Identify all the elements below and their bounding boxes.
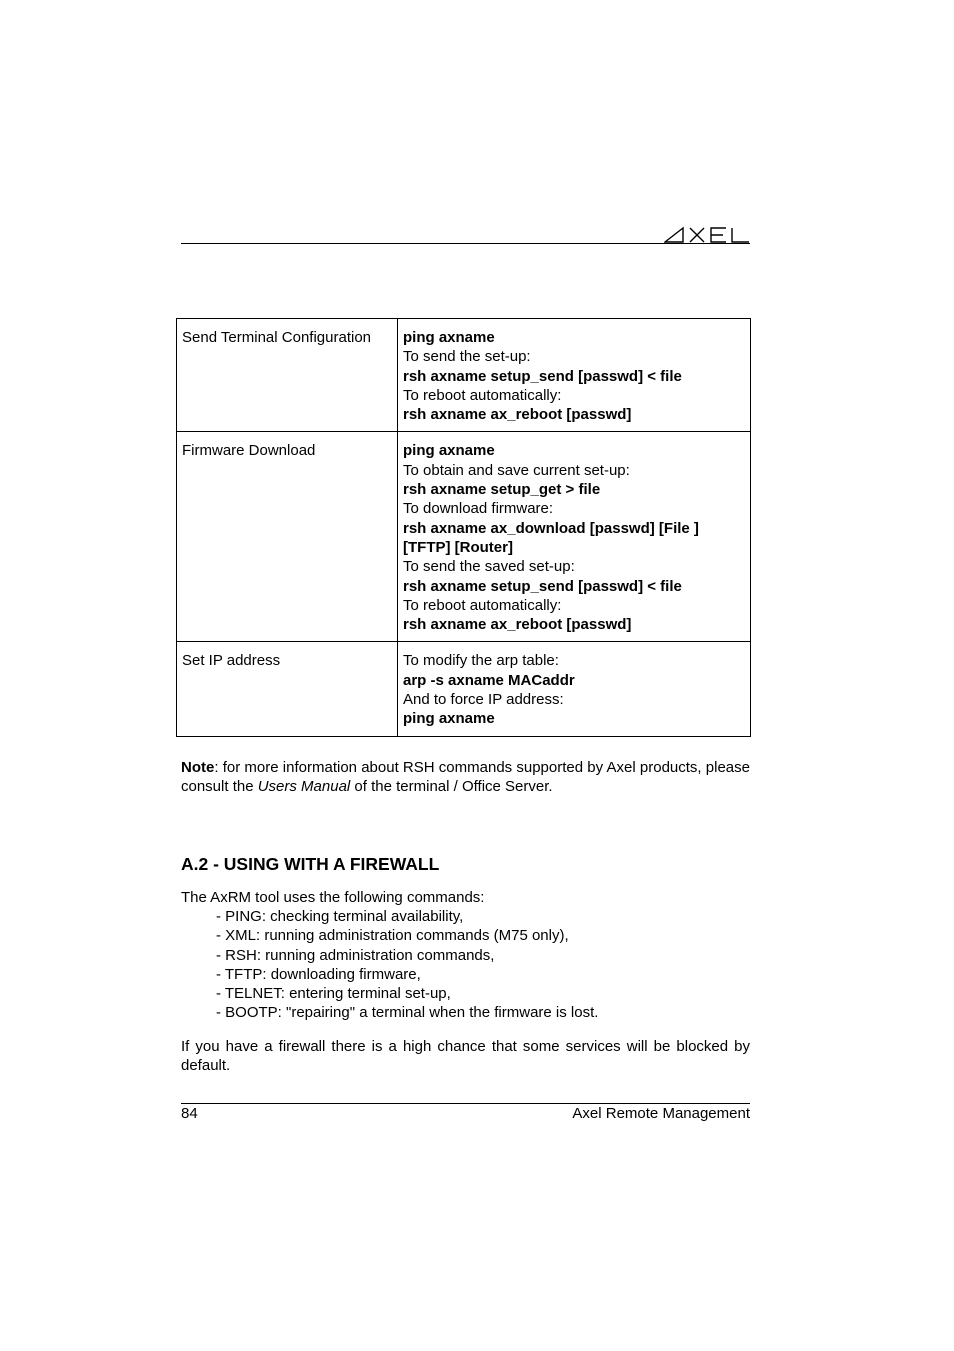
note-italic: Users Manual	[257, 778, 351, 796]
section-intro: The AxRM tool uses the following commands:	[181, 889, 485, 906]
command-line: rsh axname ax_reboot [passwd]	[403, 616, 632, 634]
list-item: - BOOTP: "repairing" a terminal when the firmware is lost.	[216, 1004, 599, 1022]
command-line: rsh axname ax_reboot [passwd]	[403, 406, 632, 424]
description-line: To reboot automatically:	[403, 596, 562, 614]
command-table	[176, 318, 751, 737]
table-cell-feature: Firmware Download	[177, 432, 398, 642]
axel-logo	[664, 226, 750, 244]
table-cell-commands	[398, 432, 751, 642]
note-paragraph	[181, 758, 750, 797]
command-line: rsh axname setup_get > file	[403, 481, 601, 499]
list-item: - XML: running administration commands (M75 only),	[216, 927, 569, 945]
description-line: To modify the arp table:	[403, 652, 559, 670]
description-line: To send the saved set-up:	[403, 558, 575, 576]
command-line: ping axname	[403, 329, 495, 346]
list-item: - PING: checking terminal availability,	[216, 908, 464, 925]
command-line: ping axname	[403, 442, 495, 460]
description-line: To download firmware:	[403, 500, 554, 518]
note-text-before: : for more information about RSH commands supported by Axel products, please consult the	[181, 759, 750, 796]
command-line: [TFTP] [Router]	[403, 538, 513, 556]
description-line: To send the set-up:	[403, 348, 531, 366]
section-heading: A.2 - USING WITH A FIREWALL	[181, 854, 440, 874]
table-cell-commands	[398, 319, 751, 432]
command-line: rsh axname ax_download [passwd] [File ]	[403, 519, 699, 537]
command-line: ping axname	[403, 710, 495, 728]
page-number: 84	[181, 1105, 198, 1122]
table-cell-feature: Send Terminal Configuration	[177, 319, 398, 432]
command-line: rsh axname setup_send [passwd] < file	[403, 577, 682, 595]
description-line: To obtain and save current set-up:	[403, 461, 630, 479]
document-title: Axel Remote Management	[572, 1105, 750, 1122]
table-cell-commands	[398, 642, 751, 736]
list-item: - TFTP: downloading firmware,	[216, 965, 421, 983]
list-item: - RSH: running administration commands,	[216, 946, 495, 964]
command-line: rsh axname setup_send [passwd] < file	[403, 367, 682, 385]
table-row	[177, 432, 751, 642]
table-row	[177, 319, 751, 432]
command-line: arp -s axname MACaddr	[403, 671, 575, 689]
firewall-paragraph: If you have a firewall there is a high chance that some services will be blocked by default.	[181, 1038, 750, 1075]
note-label: Note	[181, 759, 215, 776]
list-item: - TELNET: entering terminal set-up,	[216, 985, 451, 1003]
table-cell-feature: Set IP address	[177, 642, 398, 736]
description-line: To reboot automatically:	[403, 386, 562, 404]
description-line: And to force IP address:	[403, 691, 564, 709]
table-row	[177, 642, 751, 736]
command-list	[216, 907, 598, 1023]
note-text-after: of the terminal / Office Server.	[350, 778, 553, 796]
